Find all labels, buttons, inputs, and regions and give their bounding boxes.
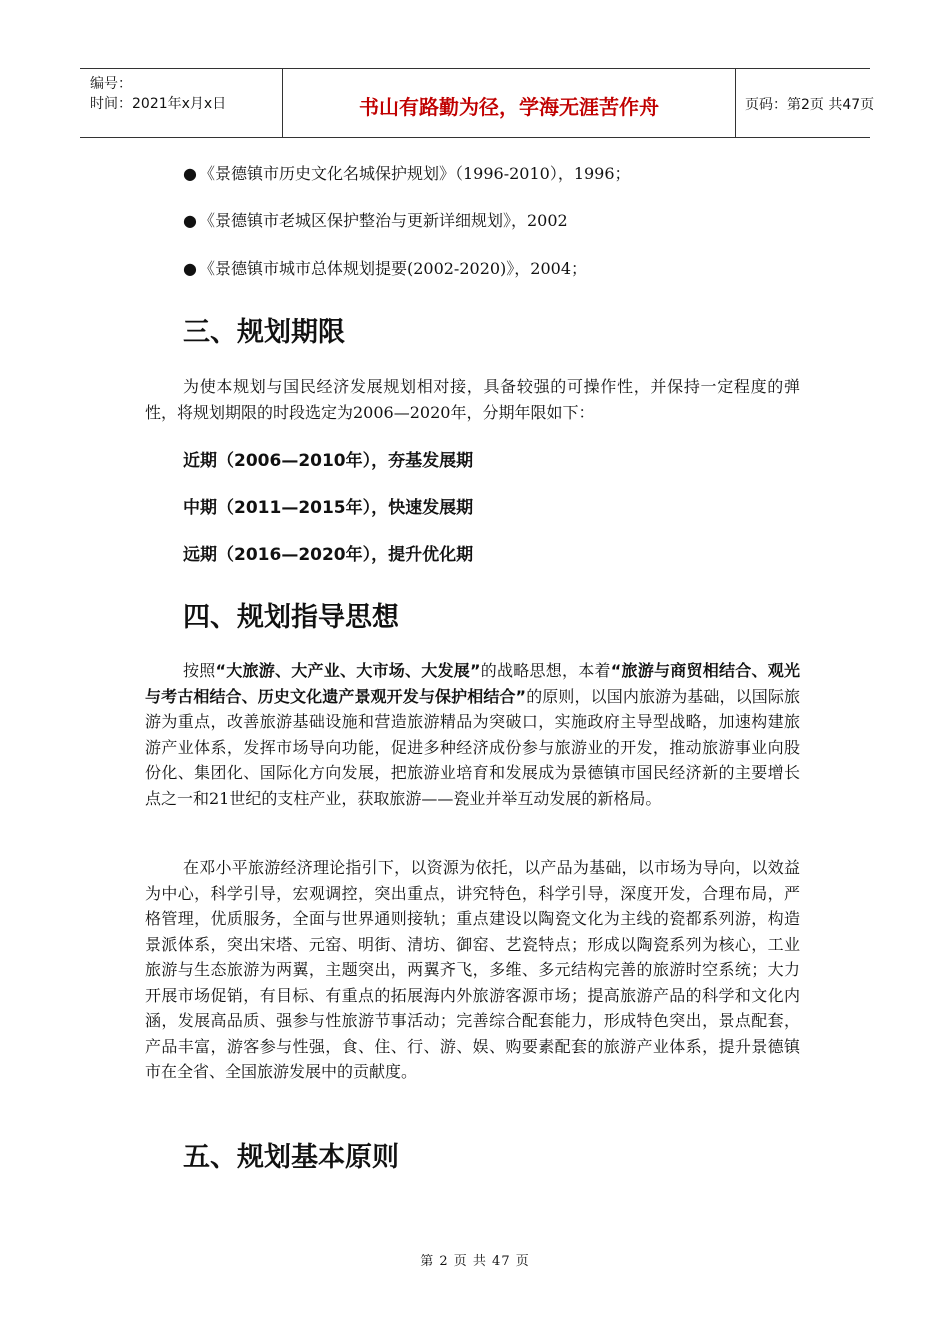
page-footer: 第 2 页 共 47 页: [420, 1254, 530, 1269]
bold-phrase: “大旅游、大产业、大市场、大发展”: [215, 661, 481, 680]
header-page-info: 页码：第2页 共47页: [745, 97, 875, 113]
time-label: 时间：2021年x月x日: [90, 96, 227, 112]
reference-item: [183, 161, 631, 184]
reference-item: [183, 208, 568, 231]
reference-text: 《景德镇市城市总体规划提要(2002-2020)》，2004；: [198, 259, 588, 278]
page-header: [80, 68, 875, 138]
header-left-cell: [80, 69, 282, 137]
period-item: 中期（2011—2015年），快速发展期: [183, 498, 474, 518]
section-paragraph: 按照“大旅游、大产业、大市场、大发展”的战略思想，本着“旅游与商贸相结合、观光与考古相结合、历史文化遗产景观开发与保护相结合”的原则，以国内旅游为基础，以国际旅游为重点，改善旅游基础设施和营造旅游精品为突破口，实施政府主导型战略，加速构建旅游产业体系，发挥市场导向功能，促进多种经济成份参与旅游业的开发，推动旅游事业向股份化、集团化、国际化方向发展，把旅游业培育和发展成为景德镇市国民经济新的主要增长点之一和21世纪的支柱产业，获取旅游——瓷业并举互动发展的新格局。: [145, 661, 800, 808]
header-right-cell: [735, 69, 875, 137]
number-label: 编号：: [90, 76, 132, 92]
reference-text: 《景德镇市历史文化名城保护规划》（1996-2010），1996；: [198, 164, 631, 183]
section-heading: 四、规划指导思想: [183, 602, 399, 633]
bold-phrase: “旅游与商贸相结合、观光与考古相结合、历史文化遗产景观开发与保护相结合”: [145, 661, 800, 706]
bullet-icon: ●: [183, 259, 197, 278]
reference-item: [183, 256, 587, 279]
header-motto: 书山有路勤为径，学海无涯苦作舟: [359, 95, 659, 119]
bullet-icon: ●: [183, 164, 197, 183]
section-paragraph: 为使本规划与国民经济发展规划相对接，具备较强的可操作性，并保持一定程度的弹性，将规划期限的时段选定为2006—2020年，分期年限如下：: [145, 377, 800, 422]
section-heading: 五、规划基本原则: [183, 1142, 399, 1173]
period-item: 近期（2006—2010年），夯基发展期: [183, 451, 474, 471]
header-middle-cell: [282, 69, 736, 137]
section-paragraph: 在邓小平旅游经济理论指引下，以资源为依托，以产品为基础，以市场为导向，以效益为中心，科学引导，宏观调控，突出重点，讲究特色，科学引导，深度开发，合理布局，严格管理，优质服务，全面与世界通则接轨；重点建设以陶瓷文化为主线的瓷都系列游，构造景派体系，突出宋塔、元窑、明街、清坊、御窑、艺瓷特点；形成以陶瓷系列为核心，工业旅游与生态旅游为两翼，主题突出，两翼齐飞，多维、多元结构完善的旅游时空系统；大力开展市场促销，有目标、有重点的拓展海内外旅游客源市场；提高旅游产品的科学和文化内涵，发展高品质、强参与性旅游节事活动；完善综合配套能力，形成特色突出，景点配套，产品丰富，游客参与性强，食、住、行、游、娱、购要素配套的旅游产业体系，提升景德镇市在全省、全国旅游发展中的贡献度。: [145, 858, 800, 1081]
reference-text: 《景德镇市老城区保护整治与更新详细规划》，2002: [198, 211, 568, 230]
section-heading: 三、规划期限: [183, 317, 345, 348]
period-item: 远期（2016—2020年），提升优化期: [183, 545, 474, 565]
bullet-icon: ●: [183, 211, 197, 230]
